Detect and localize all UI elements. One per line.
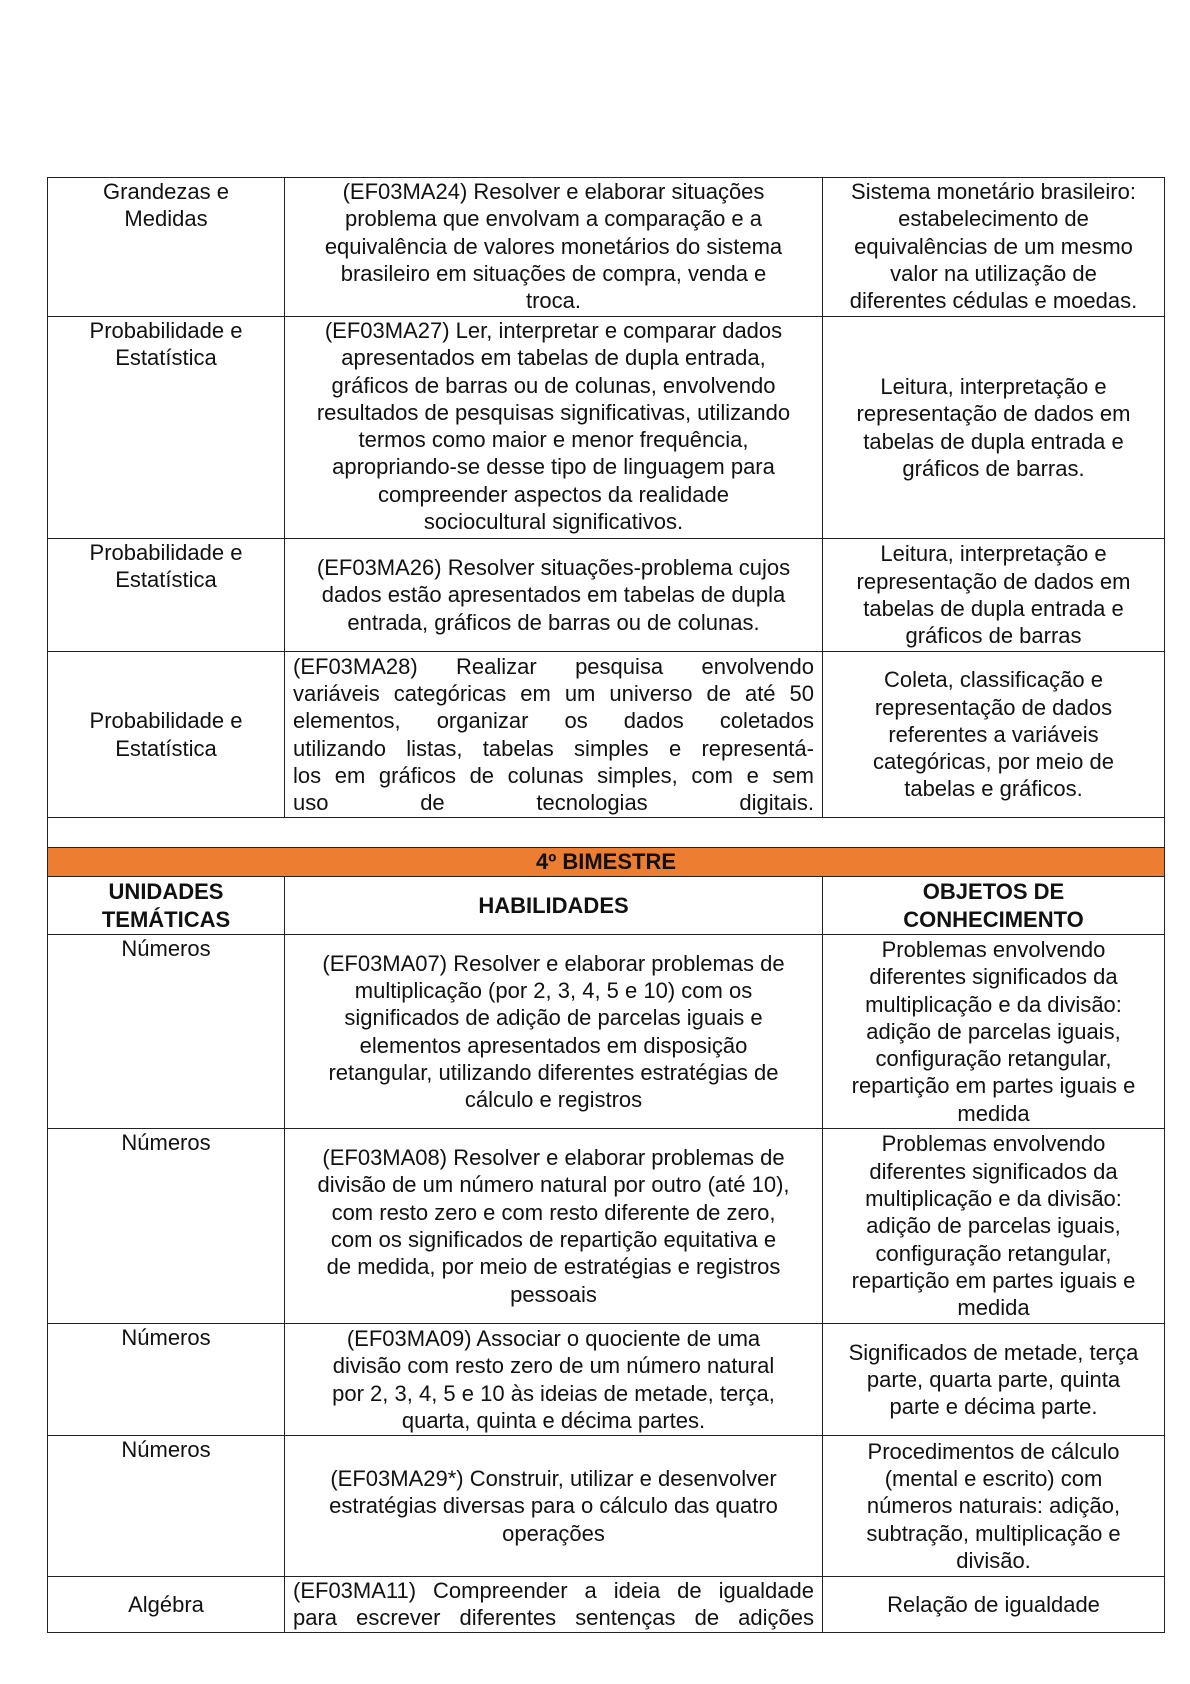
habilidade-cell: (EF03MA24) Resolver e elaborar situações problema que envolvam a comparação e a equivalência de valores monetários do sistema brasileiro em situações de compra, venda e troca. <box>285 178 823 317</box>
table-row <box>48 317 1165 539</box>
section-header-row <box>48 848 1165 877</box>
table-row <box>48 1324 1165 1436</box>
objeto-cell: Relação de igualdade <box>823 1577 1165 1633</box>
section-title: 4º BIMESTRE <box>48 848 1165 877</box>
habilidade-cell: (EF03MA27) Ler, interpretar e comparar dados apresentados em tabelas de dupla entrada, gráficos de barras ou de colunas, envolvendo resultados de pesquisas significativas, utilizando termos como maior e menor frequência, apropriando-se desse tipo de linguagem para compreender aspectos da realidade sociocultural significativos. <box>285 317 823 539</box>
header-habilidades: HABILIDADES <box>285 877 823 935</box>
habilidade-cell: (EF03MA29*) Construir, utilizar e desenvolver estratégias diversas para o cálculo das quatro operações <box>285 1436 823 1577</box>
objeto-cell: Sistema monetário brasileiro: estabelecimento de equivalências de um mesmo valor na utilização de diferentes cédulas e moedas. <box>823 178 1165 317</box>
objeto-cell: Problemas envolvendo diferentes significados da multiplicação e da divisão: adição de parcelas iguais, configuração retangular, repartição em partes iguais e medida <box>823 1129 1165 1324</box>
table-row <box>48 178 1165 317</box>
table-row <box>48 1436 1165 1577</box>
unidade-cell: Números <box>48 1436 285 1577</box>
unidade-cell: Números <box>48 935 285 1129</box>
curriculum-table <box>47 177 1165 1633</box>
habilidade-cell: (EF03MA11) Compreender a ideia de igualdade para escrever diferentes sentenças de adições <box>285 1577 823 1633</box>
objeto-cell: Leitura, interpretação e representação de dados em tabelas de dupla entrada e gráficos de barras. <box>823 317 1165 539</box>
unidade-cell: Probabilidade e Estatística <box>48 652 285 818</box>
habilidade-cell: (EF03MA08) Resolver e elaborar problemas de divisão de um número natural por outro (até 10), com resto zero e com resto diferente de zero, com os significados de repartição equitativa e de medida, por meio de estratégias e registros pessoais <box>285 1129 823 1324</box>
table-row <box>48 652 1165 818</box>
objeto-cell: Significados de metade, terça parte, quarta parte, quinta parte e décima parte. <box>823 1324 1165 1436</box>
habilidade-cell: (EF03MA28) Realizar pesquisa envolvendo variáveis categóricas em um universo de até 50 elementos, organizar os dados coletados utilizando listas, tabelas simples e representá- los em gráficos de colunas simples, com e sem uso de tecnologias digitais. <box>285 652 823 818</box>
empty-row <box>48 818 1165 848</box>
habilidade-cell: (EF03MA07) Resolver e elaborar problemas de multiplicação (por 2, 3, 4, 5 e 10) com os significados de adição de parcelas iguais e elementos apresentados em disposição retangular, utilizando diferentes estratégias de cálculo e registros <box>285 935 823 1129</box>
table-row <box>48 1577 1165 1633</box>
header-objetos: OBJETOS DE CONHECIMENTO <box>823 877 1165 935</box>
habilidade-cell: (EF03MA26) Resolver situações-problema cujos dados estão apresentados em tabelas de dupla entrada, gráficos de barras ou de colunas. <box>285 539 823 652</box>
table-row <box>48 935 1165 1129</box>
unidade-cell: Grandezas e Medidas <box>48 178 285 317</box>
unidade-cell: Probabilidade e Estatística <box>48 317 285 539</box>
unidade-cell: Probabilidade e Estatística <box>48 539 285 652</box>
unidade-cell: Números <box>48 1129 285 1324</box>
objeto-cell: Problemas envolvendo diferentes significados da multiplicação e da divisão: adição de parcelas iguais, configuração retangular, repartição em partes iguais e medida <box>823 935 1165 1129</box>
empty-cell <box>48 818 1165 848</box>
table-row <box>48 1129 1165 1324</box>
unidade-cell: Números <box>48 1324 285 1436</box>
header-unidades: UNIDADES TEMÁTICAS <box>48 877 285 935</box>
unidade-cell: Algébra <box>48 1577 285 1633</box>
habilidade-cell: (EF03MA09) Associar o quociente de uma divisão com resto zero de um número natural por 2, 3, 4, 5 e 10 às ideias de metade, terça, quarta, quinta e décima partes. <box>285 1324 823 1436</box>
objeto-cell: Leitura, interpretação e representação de dados em tabelas de dupla entrada e gráficos de barras <box>823 539 1165 652</box>
table-row <box>48 539 1165 652</box>
column-header-row <box>48 877 1165 935</box>
objeto-cell: Coleta, classificação e representação de dados referentes a variáveis categóricas, por meio de tabelas e gráficos. <box>823 652 1165 818</box>
objeto-cell: Procedimentos de cálculo (mental e escrito) com números naturais: adição, subtração, multiplicação e divisão. <box>823 1436 1165 1577</box>
